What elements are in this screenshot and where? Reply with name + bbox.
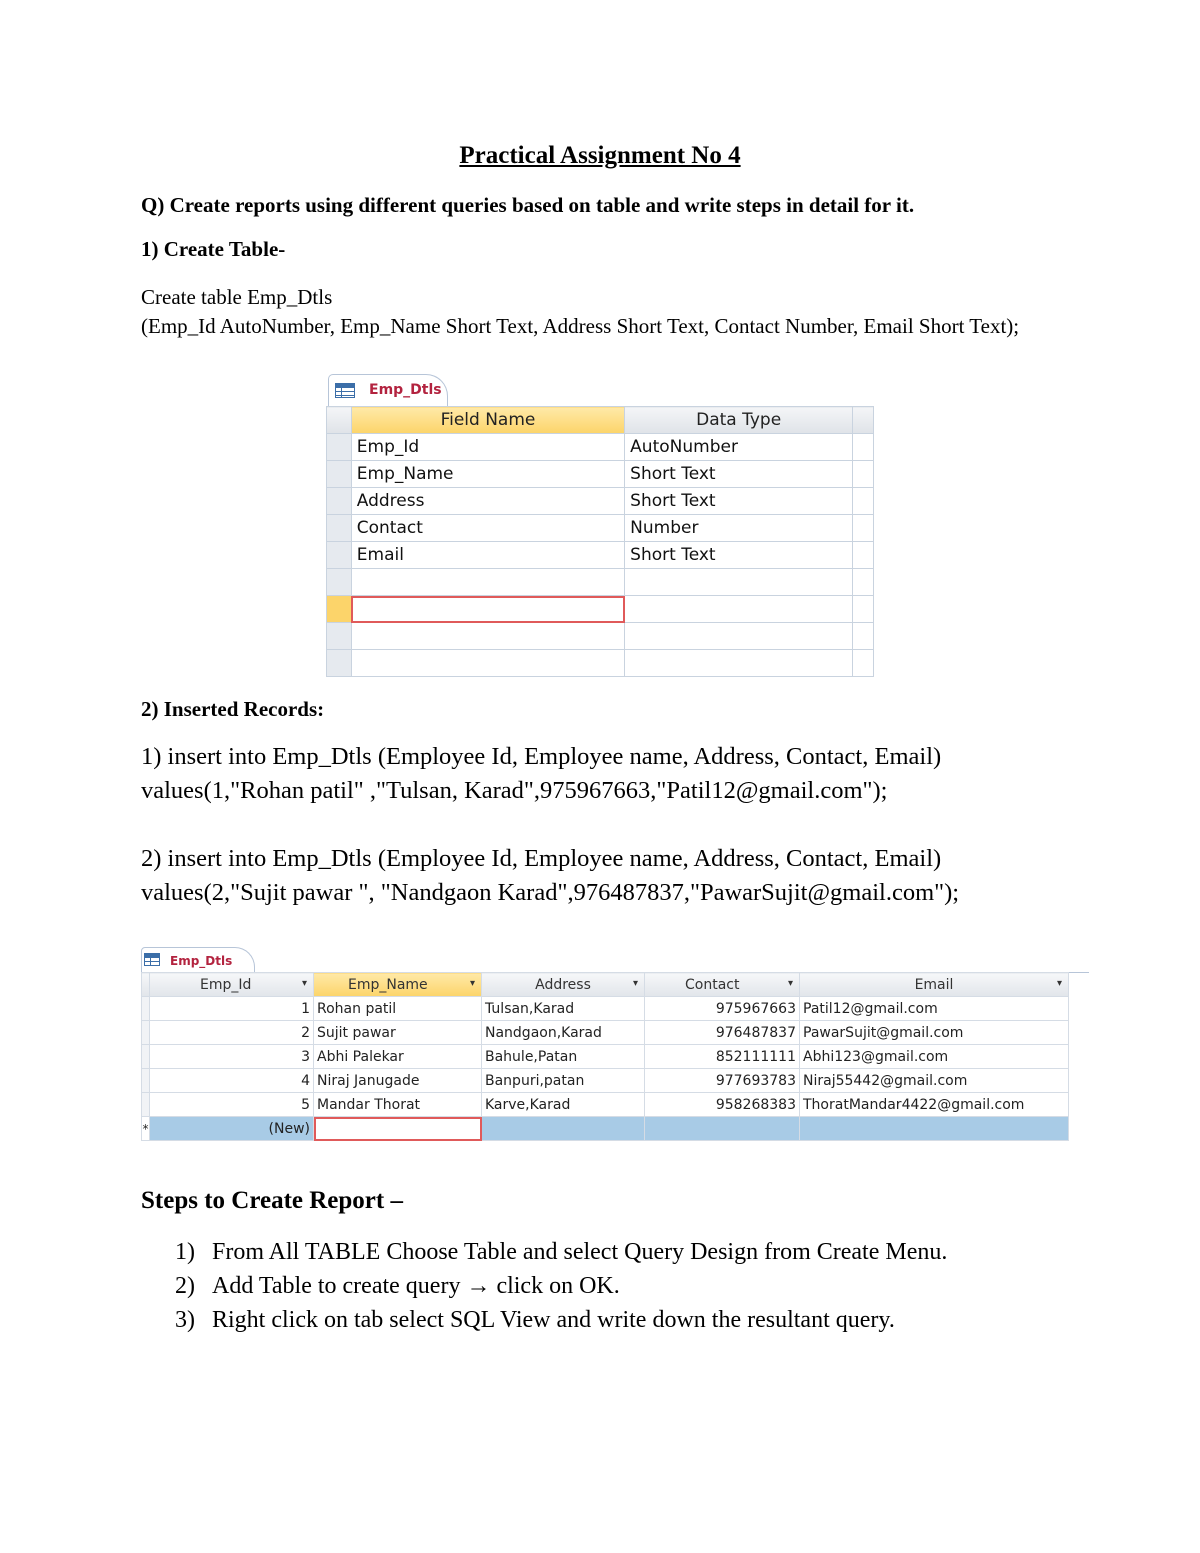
row-selector[interactable]	[142, 1093, 150, 1117]
field-name-cell[interactable]	[351, 650, 624, 677]
row-selector[interactable]	[142, 1069, 150, 1093]
dropdown-arrow-icon[interactable]: ▾	[787, 978, 793, 989]
cell-address[interactable]: Karve,Karad	[482, 1093, 645, 1117]
design-row-empty[interactable]	[327, 650, 874, 677]
insert-statement-1	[141, 740, 1141, 808]
cell-address[interactable]	[482, 1117, 645, 1141]
field-name-cell[interactable]	[351, 623, 624, 650]
cell-contact[interactable]: 852111111	[645, 1045, 800, 1069]
row-selector[interactable]	[142, 997, 150, 1021]
design-row-empty[interactable]	[327, 569, 874, 596]
dropdown-arrow-icon[interactable]: ▾	[632, 978, 638, 989]
cell-contact[interactable]	[645, 1117, 800, 1141]
design-header-row	[327, 407, 874, 434]
cell-address[interactable]: Banpuri,patan	[482, 1069, 645, 1093]
cell-emp-id[interactable]: 5	[150, 1093, 314, 1117]
field-name-cell-active[interactable]	[351, 596, 624, 623]
step-item	[175, 1235, 1035, 1269]
table-row[interactable]	[142, 1045, 1069, 1069]
step-number: 1)	[175, 1239, 195, 1265]
cell-emp-name[interactable]: Abhi Palekar	[314, 1045, 482, 1069]
tab-strip	[141, 944, 1089, 973]
step-text: Add Table to create query → click on OK.	[212, 1273, 620, 1299]
datasheet-header-row	[142, 973, 1069, 997]
step-text: Right click on tab select SQL View and write down the resultant query.	[212, 1307, 895, 1333]
description-cell[interactable]	[853, 623, 874, 650]
cell-emp-name[interactable]: Sujit pawar	[314, 1021, 482, 1045]
new-record-marker: *	[142, 1117, 150, 1141]
header-label: Email	[914, 976, 954, 993]
table-row[interactable]	[142, 1069, 1069, 1093]
cell-email[interactable]: Niraj55442@gmail.com	[800, 1069, 1069, 1093]
field-name-cell[interactable]: Email	[351, 542, 624, 569]
table-design-view	[326, 370, 874, 678]
cell-contact[interactable]: 976487837	[645, 1021, 800, 1045]
data-type-cell[interactable]: Short Text	[625, 542, 853, 569]
dropdown-arrow-icon[interactable]: ▾	[1056, 978, 1062, 989]
row-selector[interactable]	[327, 542, 352, 569]
tab-label: Emp_Dtls	[170, 954, 233, 968]
column-header-contact[interactable]	[645, 973, 800, 997]
column-header-data-type[interactable]: Data Type	[625, 407, 853, 434]
header-label: Address	[535, 976, 591, 993]
create-table-line-2: (Emp_Id AutoNumber, Emp_Name Short Text, Address Short Text, Contact Number, Email Short Text);	[141, 314, 1020, 338]
step-text: From All TABLE Choose Table and select Query Design from Create Menu.	[212, 1239, 948, 1265]
step-item	[175, 1303, 1035, 1337]
select-all-corner[interactable]	[142, 973, 150, 997]
cell-address[interactable]: Nandgaon,Karad	[482, 1021, 645, 1045]
header-label: Emp_Name	[348, 976, 428, 993]
design-row-empty[interactable]	[327, 623, 874, 650]
insert-2-line-b: values(2,"Sujit pawar ", "Nandgaon Karad",976487837,"PawarSujit@gmail.com");	[141, 879, 960, 906]
column-header-description[interactable]	[853, 407, 874, 434]
description-cell[interactable]	[853, 488, 874, 515]
cell-email[interactable]: ThoratMandar4422@gmail.com	[800, 1093, 1069, 1117]
data-type-cell[interactable]	[625, 650, 853, 677]
data-type-cell[interactable]: Short Text	[625, 461, 853, 488]
table-row[interactable]	[142, 997, 1069, 1021]
tab-emp-dtls[interactable]	[328, 374, 448, 407]
data-type-cell[interactable]	[625, 596, 853, 623]
design-row[interactable]	[327, 542, 874, 569]
description-cell[interactable]	[853, 542, 874, 569]
dropdown-arrow-icon[interactable]: ▾	[301, 978, 307, 989]
cell-emp-id[interactable]: 1	[150, 997, 314, 1021]
section-2-heading: 2) Inserted Records:	[141, 697, 325, 721]
field-name-cell[interactable]: Emp_Id	[351, 434, 624, 461]
header-label: Contact	[685, 976, 740, 993]
step-number: 2)	[175, 1273, 195, 1299]
insert-1-line-a: 1) insert into Emp_Dtls (Employee Id, Employee name, Address, Contact, Email)	[141, 743, 942, 770]
create-table-line-1: Create table Emp_Dtls	[141, 285, 333, 309]
field-name-cell[interactable]: Emp_Name	[351, 461, 624, 488]
select-all-corner[interactable]	[327, 407, 352, 434]
data-type-cell[interactable]	[625, 569, 853, 596]
description-cell[interactable]	[853, 650, 874, 677]
tab-label: Emp_Dtls	[369, 382, 442, 398]
row-selector[interactable]	[142, 1021, 150, 1045]
table-icon	[144, 953, 160, 966]
insert-1-line-b: values(1,"Rohan patil" ,"Tulsan, Karad",975967663,"Patil12@gmail.com");	[141, 777, 888, 804]
row-selector[interactable]	[327, 434, 352, 461]
design-row[interactable]	[327, 461, 874, 488]
step-item	[175, 1269, 1035, 1303]
description-cell[interactable]	[853, 461, 874, 488]
design-row[interactable]	[327, 434, 874, 461]
data-type-cell[interactable]	[625, 623, 853, 650]
question-text: Q) Create reports using different queries based on table and write steps in detail for it.	[141, 193, 915, 217]
dropdown-arrow-icon[interactable]: ▾	[469, 978, 475, 989]
table-row[interactable]	[142, 1093, 1069, 1117]
field-name-cell[interactable]: Address	[351, 488, 624, 515]
column-header-emp-id[interactable]	[150, 973, 314, 997]
description-cell[interactable]	[853, 434, 874, 461]
table-icon	[335, 383, 355, 398]
steps-list	[175, 1235, 1035, 1337]
description-cell[interactable]	[853, 596, 874, 623]
cell-emp-id[interactable]: 4	[150, 1069, 314, 1093]
design-row-active[interactable]	[327, 596, 874, 623]
steps-heading: Steps to Create Report –	[141, 1187, 403, 1214]
column-header-emp-name[interactable]	[314, 973, 482, 997]
cell-emp-name-active[interactable]	[314, 1117, 482, 1141]
row-selector[interactable]	[327, 515, 352, 542]
table-row[interactable]	[142, 1021, 1069, 1045]
column-header-email[interactable]	[800, 973, 1069, 997]
data-type-cell[interactable]: Number	[625, 515, 853, 542]
column-header-field-name[interactable]: Field Name	[351, 407, 624, 434]
header-label: Emp_Id	[200, 976, 252, 993]
row-selector[interactable]	[327, 650, 352, 677]
column-header-address[interactable]	[482, 973, 645, 997]
cell-emp-id[interactable]: 3	[150, 1045, 314, 1069]
design-row[interactable]	[327, 488, 874, 515]
section-1-heading: 1) Create Table-	[141, 237, 286, 261]
datasheet-grid	[141, 972, 1069, 1141]
field-name-cell[interactable]	[351, 569, 624, 596]
insert-2-line-a: 2) insert into Emp_Dtls (Employee Id, Employee name, Address, Contact, Email)	[141, 845, 942, 872]
design-row[interactable]	[327, 515, 874, 542]
cell-contact[interactable]: 958268383	[645, 1093, 800, 1117]
create-table-statement	[141, 283, 1041, 341]
field-name-cell[interactable]: Contact	[351, 515, 624, 542]
tab-strip	[326, 370, 874, 407]
cell-email[interactable]: Patil12@gmail.com	[800, 997, 1069, 1021]
cell-emp-name[interactable]: Mandar Thorat	[314, 1093, 482, 1117]
cell-emp-name[interactable]: Niraj Janugade	[314, 1069, 482, 1093]
new-record-row[interactable]	[142, 1117, 1069, 1141]
data-type-cell[interactable]: Short Text	[625, 488, 853, 515]
row-selector[interactable]	[142, 1045, 150, 1069]
cell-address[interactable]: Tulsan,Karad	[482, 997, 645, 1021]
row-selector[interactable]	[327, 461, 352, 488]
cell-email[interactable]: PawarSujit@gmail.com	[800, 1021, 1069, 1045]
table-datasheet-view	[141, 944, 1089, 1167]
design-grid	[326, 406, 874, 677]
cell-contact[interactable]: 975967663	[645, 997, 800, 1021]
description-cell[interactable]	[853, 515, 874, 542]
row-selector-active[interactable]	[327, 596, 352, 623]
cell-new-label[interactable]: (New)	[150, 1117, 314, 1141]
page-title: Practical Assignment No 4	[459, 142, 741, 169]
row-selector[interactable]	[327, 488, 352, 515]
cell-emp-id[interactable]: 2	[150, 1021, 314, 1045]
insert-statement-2	[141, 842, 1141, 910]
description-cell[interactable]	[853, 569, 874, 596]
cell-address[interactable]: Bahule,Patan	[482, 1045, 645, 1069]
tab-emp-dtls[interactable]	[141, 947, 255, 973]
row-selector[interactable]	[327, 623, 352, 650]
row-selector[interactable]	[327, 569, 352, 596]
cell-contact[interactable]: 977693783	[645, 1069, 800, 1093]
data-type-cell[interactable]: AutoNumber	[625, 434, 853, 461]
cell-email[interactable]	[800, 1117, 1069, 1141]
step-number: 3)	[175, 1307, 195, 1333]
cell-email[interactable]: Abhi123@gmail.com	[800, 1045, 1069, 1069]
cell-emp-name[interactable]: Rohan patil	[314, 997, 482, 1021]
